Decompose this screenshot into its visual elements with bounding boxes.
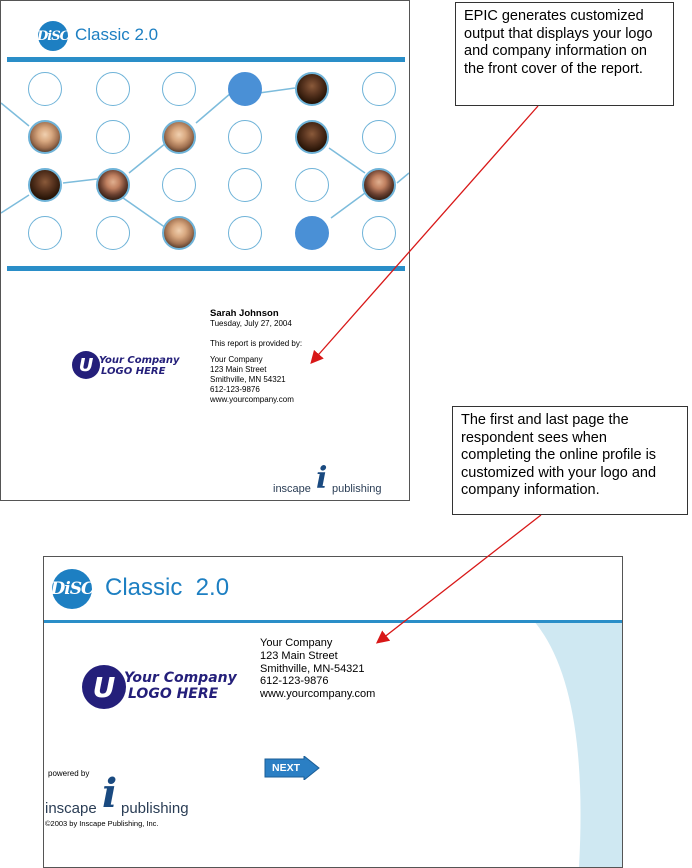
publisher-name-b: publishing xyxy=(121,800,189,817)
company-name: Your Company xyxy=(210,355,263,364)
publisher-name-a: inscape xyxy=(45,800,97,817)
callout-report-cover: EPIC generates customized output that displays your logo and company information on the front cover of the report. xyxy=(455,2,674,106)
publisher-i-icon: i xyxy=(102,770,118,817)
company-street: 123 Main Street xyxy=(260,649,338,662)
company-logo-line1: Your Company xyxy=(99,355,180,366)
callout-online-profile: The first and last page the respondent sees when completing the online profile is customized with your logo and company information. xyxy=(452,406,688,515)
screen-title: Classic 2.0 xyxy=(105,574,230,601)
arrow-to-report-address xyxy=(312,106,538,362)
recipient-name: Sarah Johnson xyxy=(210,308,279,319)
report-title: Classic 2.0 xyxy=(75,25,159,44)
powered-by-label: powered by xyxy=(48,769,90,778)
company-logo-icon: U xyxy=(72,351,100,379)
company-website: www.yourcompany.com xyxy=(210,395,294,404)
publisher-name-a: inscape xyxy=(273,483,311,495)
publisher-name-b: publishing xyxy=(332,483,382,495)
company-logo-line2: LOGO HERE xyxy=(128,686,219,702)
provided-by-label: This report is provided by: xyxy=(210,339,303,348)
disc-logo-text: DiSC xyxy=(50,579,94,599)
next-button-label: NEXT xyxy=(272,762,301,774)
company-street: 123 Main Street xyxy=(210,365,267,374)
company-name: Your Company xyxy=(260,637,333,649)
arrow-to-screen-address xyxy=(378,515,541,642)
report-date: Tuesday, July 27, 2004 xyxy=(210,319,292,328)
publisher-i-icon: i xyxy=(316,461,328,496)
company-city: Smithville, MN-54321 xyxy=(260,662,365,675)
company-phone: 612-123-9876 xyxy=(260,675,329,688)
company-logo-line1: Your Company xyxy=(124,670,237,686)
company-logo-icon: U xyxy=(82,665,126,709)
company-city: Smithville, MN 54321 xyxy=(210,375,286,384)
disc-logo-text: DiSC xyxy=(37,28,69,44)
company-logo-line2: LOGO HERE xyxy=(101,366,166,377)
company-phone: 612-123-9876 xyxy=(210,385,260,394)
company-website: www.yourcompany.com xyxy=(260,688,376,701)
copyright-text: ©2003 by Inscape Publishing, Inc. xyxy=(45,819,159,828)
